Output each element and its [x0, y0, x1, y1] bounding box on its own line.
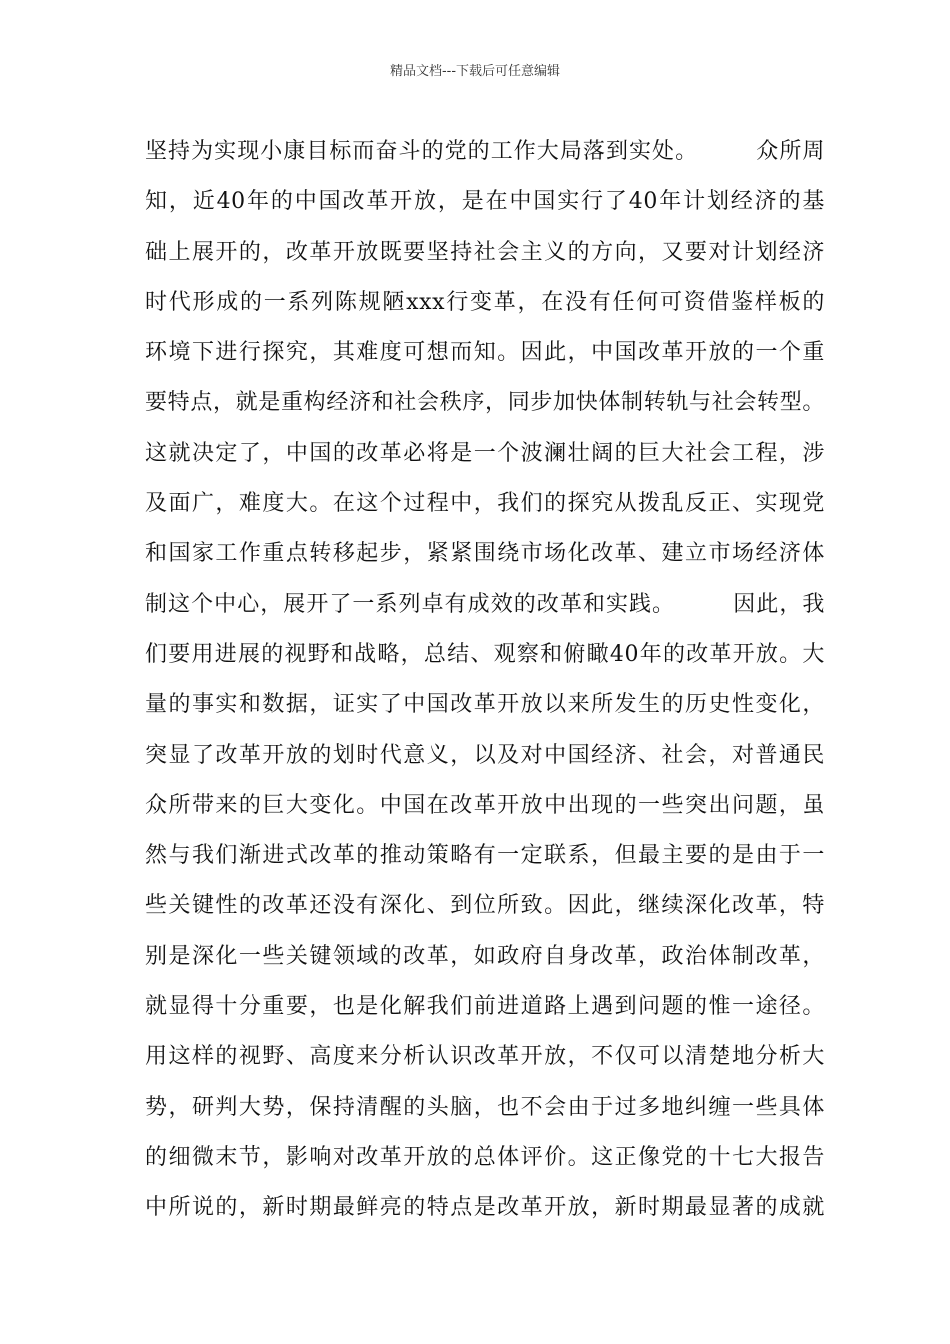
body-line: 势，研判大势，保持清醒的头脑，也不会由于过多地纠缠一些具体 — [145, 1094, 825, 1120]
body-line: 这就决定了，中国的改革必将是一个波澜壮阔的巨大社会工程，涉 — [145, 440, 825, 466]
body-line: 中所说的，新时期最鲜亮的特点是改革开放，新时期最显著的成就 — [145, 1195, 825, 1221]
body-line: 突显了改革开放的划时代意义，以及对中国经济、社会，对普通民 — [145, 742, 825, 768]
body-line: 础上展开的，改革开放既要坚持社会主义的方向，又要对计划经济 — [145, 239, 825, 265]
body-line: 别是深化一些关键领域的改革，如政府自身改革，政治体制改革， — [145, 943, 825, 969]
body-line: 用这样的视野、高度来分析认识改革开放，不仅可以清楚地分析大 — [145, 1044, 825, 1070]
document-body — [145, 132, 825, 1239]
body-line: 及面广，难度大。在这个过程中，我们的探究从拨乱反正、实现党 — [145, 491, 825, 517]
body-line: 就显得十分重要，也是化解我们前进道路上遇到问题的惟一途径。 — [145, 994, 825, 1020]
body-line: 们要用进展的视野和战略，总结、观察和俯瞰40年的改革开放。大 — [145, 641, 825, 667]
body-line: 和国家工作重点转移起步，紧紧围绕市场化改革、建立市场经济体 — [145, 541, 825, 567]
body-line: 然与我们渐进式改革的推动策略有一定联系，但最主要的是由于一 — [145, 843, 825, 869]
body-line: 要特点，就是重构经济和社会秩序，同步加快体制转轨与社会转型。 — [145, 390, 825, 416]
body-line: 知，近40年的中国改革开放，是在中国实行了40年计划经济的基 — [145, 189, 825, 215]
body-line: 时代形成的一系列陈规陋xxx行变革，在没有任何可资借鉴样板的 — [145, 289, 825, 315]
body-line: 环境下进行探究，其难度可想而知。因此，中国改革开放的一个重 — [145, 340, 825, 366]
body-line: 制这个中心，展开了一系列卓有成效的改革和实践。 因此，我 — [145, 591, 825, 617]
page-header: 精品文档---下载后可任意编辑 — [389, 64, 561, 79]
body-line: 坚持为实现小康目标而奋斗的党的工作大局落到实处。 众所周 — [145, 139, 825, 164]
body-line: 量的事实和数据，证实了中国改革开放以来所发生的历史性变化， — [145, 692, 825, 718]
body-line: 众所带来的巨大变化。中国在改革开放中出现的一些突出问题，虽 — [145, 792, 825, 818]
body-line: 些关键性的改革还没有深化、到位所致。因此，继续深化改革，特 — [145, 893, 825, 919]
body-line: 的细微末节，影响对改革开放的总体评价。这正像党的十七大报告 — [145, 1144, 825, 1170]
